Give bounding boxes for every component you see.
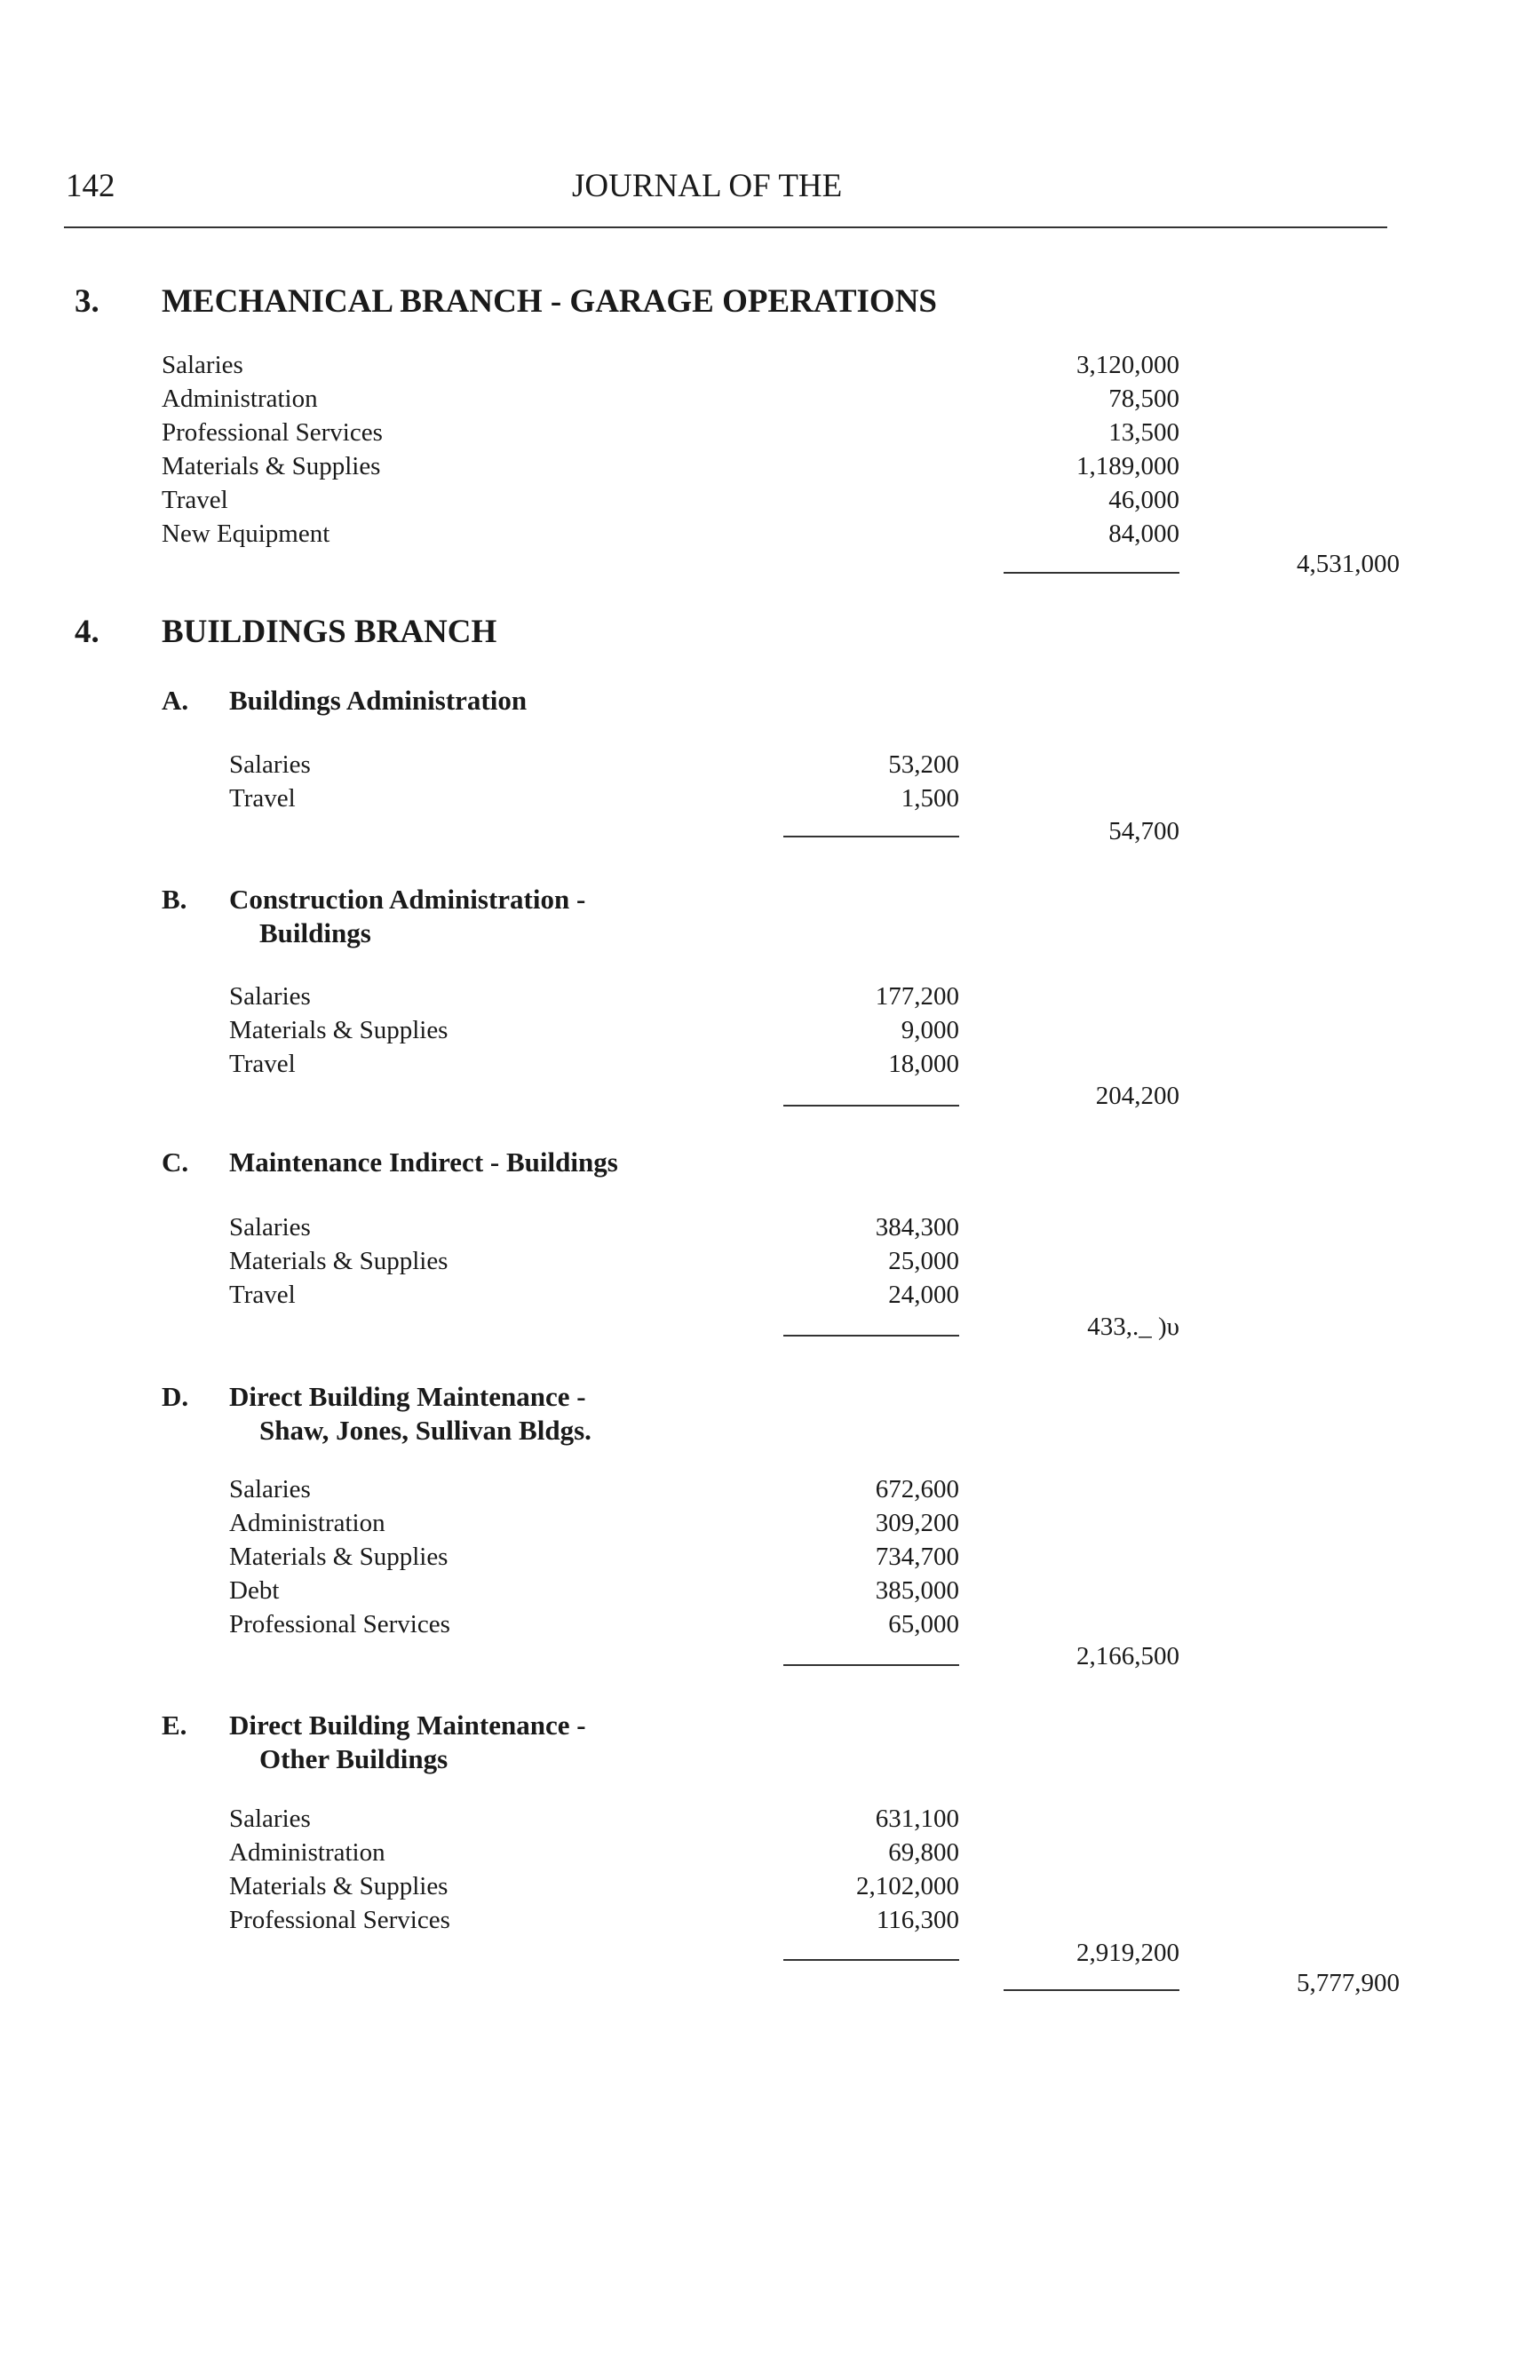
- e-row-label: Administration: [229, 1838, 737, 1868]
- e-row-label: Materials & Supplies: [229, 1872, 737, 1901]
- d-row-label: Salaries: [229, 1475, 737, 1504]
- e-row-amount: 2,102,000: [856, 1872, 959, 1900]
- c-row-label: Materials & Supplies: [229, 1247, 737, 1276]
- d-row-label: Debt: [229, 1576, 737, 1606]
- a-row-label: Salaries: [229, 750, 737, 780]
- s4-total: 5,777,900: [1297, 1969, 1400, 1997]
- e-subtotal: 2,919,200: [1076, 1939, 1179, 1967]
- d-row-label: Professional Services: [229, 1610, 737, 1639]
- s3-row-label: Professional Services: [162, 418, 955, 448]
- subsection-a-letter: A.: [162, 685, 189, 716]
- e-row-amount: 631,100: [875, 1805, 959, 1833]
- running-title: JOURNAL OF THE: [572, 168, 843, 204]
- c-subtotal-rule: [783, 1335, 959, 1337]
- d-row-label: Materials & Supplies: [229, 1543, 737, 1572]
- s4-total-rule: [1004, 1989, 1179, 1991]
- s3-row-label: Administration: [162, 385, 955, 414]
- d-row-amount: 385,000: [875, 1576, 959, 1605]
- d-row-amount: 309,200: [875, 1509, 959, 1537]
- page-number: 142: [66, 168, 115, 204]
- e-row-amount: 69,800: [888, 1838, 959, 1867]
- header-rule: [64, 226, 1387, 228]
- c-row-amount: 384,300: [875, 1213, 959, 1242]
- subsection-d-title-line2: Shaw, Jones, Sullivan Bldgs.: [259, 1415, 591, 1446]
- e-row-amount: 116,300: [876, 1906, 959, 1934]
- s3-row-label: Salaries: [162, 351, 955, 380]
- s3-row-amount: 13,500: [1108, 418, 1179, 447]
- section-3-title: MECHANICAL BRANCH - GARAGE OPERATIONS: [162, 283, 937, 320]
- c-row-amount: 25,000: [888, 1247, 959, 1275]
- b-subtotal-rule: [783, 1105, 959, 1107]
- section-4-title: BUILDINGS BRANCH: [162, 614, 497, 650]
- s3-row-label: Materials & Supplies: [162, 452, 955, 481]
- b-row-amount: 177,200: [875, 982, 959, 1011]
- s3-total: 4,531,000: [1297, 550, 1400, 578]
- c-subtotal: 433,._ )υ: [1087, 1313, 1179, 1341]
- s3-row-amount: 46,000: [1108, 486, 1179, 514]
- subsection-b-letter: B.: [162, 884, 187, 915]
- c-row-label: Salaries: [229, 1213, 737, 1242]
- a-row-amount: 1,500: [901, 784, 959, 813]
- a-row-label: Travel: [229, 784, 737, 813]
- d-row-amount: 734,700: [875, 1543, 959, 1571]
- s3-row-label: Travel: [162, 486, 955, 515]
- c-row-label: Travel: [229, 1281, 737, 1310]
- s3-row-label: New Equipment: [162, 520, 955, 549]
- subsection-b-title-line2: Buildings: [259, 917, 371, 948]
- subsection-d-letter: D.: [162, 1381, 189, 1412]
- d-row-label: Administration: [229, 1509, 737, 1538]
- e-row-label: Professional Services: [229, 1906, 737, 1935]
- subsection-a-title: Buildings Administration: [229, 685, 528, 716]
- s3-row-amount: 1,189,000: [1076, 452, 1179, 480]
- subsection-d-title-line1: Direct Building Maintenance -: [229, 1381, 586, 1412]
- section-3-number: 3.: [75, 283, 99, 320]
- b-row-label: Materials & Supplies: [229, 1016, 737, 1045]
- a-row-amount: 53,200: [888, 750, 959, 779]
- subsection-e-title-line1: Direct Building Maintenance -: [229, 1710, 586, 1741]
- d-subtotal: 2,166,500: [1076, 1642, 1179, 1670]
- a-subtotal-rule: [783, 836, 959, 837]
- section-4-number: 4.: [75, 614, 99, 650]
- e-row-label: Salaries: [229, 1805, 737, 1834]
- e-subtotal-rule: [783, 1959, 959, 1961]
- subsection-b-title-line1: Construction Administration -: [229, 884, 586, 915]
- b-row-label: Travel: [229, 1050, 737, 1079]
- b-row-amount: 9,000: [901, 1016, 959, 1044]
- d-row-amount: 65,000: [888, 1610, 959, 1638]
- subsection-c-title: Maintenance Indirect - Buildings: [229, 1146, 618, 1178]
- c-row-amount: 24,000: [888, 1281, 959, 1309]
- a-subtotal: 54,700: [1108, 817, 1179, 845]
- subsection-e-letter: E.: [162, 1710, 187, 1741]
- s3-row-amount: 78,500: [1108, 385, 1179, 413]
- s3-row-amount: 3,120,000: [1076, 351, 1179, 379]
- subsection-c-letter: C.: [162, 1146, 189, 1178]
- s3-row-amount: 84,000: [1108, 520, 1179, 548]
- subsection-e-title-line2: Other Buildings: [259, 1743, 449, 1774]
- b-subtotal: 204,200: [1095, 1082, 1179, 1110]
- d-subtotal-rule: [783, 1664, 959, 1666]
- d-row-amount: 672,600: [875, 1475, 959, 1503]
- b-row-amount: 18,000: [888, 1050, 959, 1078]
- s3-subtotal-rule: [1004, 572, 1179, 574]
- b-row-label: Salaries: [229, 982, 737, 1012]
